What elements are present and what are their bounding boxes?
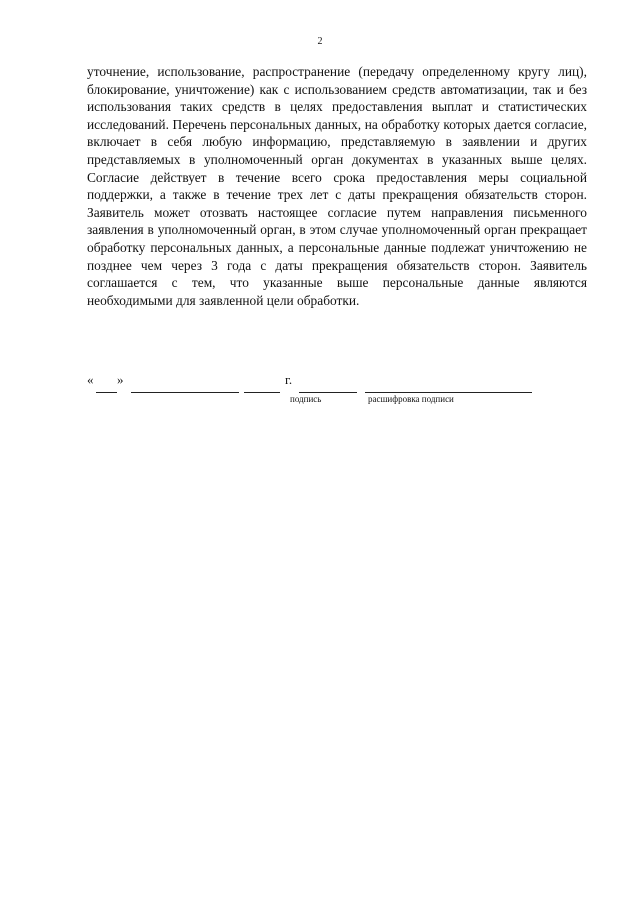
name-decode-blank-line [365, 392, 532, 393]
date-close-quote: » [117, 372, 124, 387]
page-number: 2 [317, 36, 323, 47]
signature-blank-line [299, 392, 357, 393]
year-suffix: г. [285, 372, 293, 387]
signature-caption: подпись [290, 394, 322, 404]
date-open-quote: « [87, 372, 94, 387]
decode-caption: расшифровка подписи [368, 394, 454, 404]
signature-block [87, 372, 587, 412]
consent-paragraph: уточнение, использование, распространение (передачу определенному кругу лиц), блокирование, уничтожение) как с использованием средств автоматизации, так и без использования таких средств в целях предоставления выплат и статистических исследований. Перечень персональных данных, на обработку которых дается согласие, включает в себя любую информацию, представляемую в заявлении и других представляемых в уполномоченный орган документах в указанных выше целях. Согласие действует в течение всего срока предоставления меры социальной поддержки, а также в течение трех лет с даты прекращения обязательств сторон. Заявитель может отозвать настоящее согласие путем направления письменного заявления в уполномоченный орган, в этом случае уполномоченный орган прекращает обработку персональных данных, а персональные данные подлежат уничтожению не позднее чем через 3 года с даты прекращения обязательств сторон. Заявитель соглашается с тем, что указанные выше персональные данные являются необходимыми для заявленной цели обработки. [87, 64, 587, 308]
month-blank-line [131, 392, 239, 393]
year-blank-line [244, 392, 280, 393]
day-blank-line [96, 392, 117, 393]
